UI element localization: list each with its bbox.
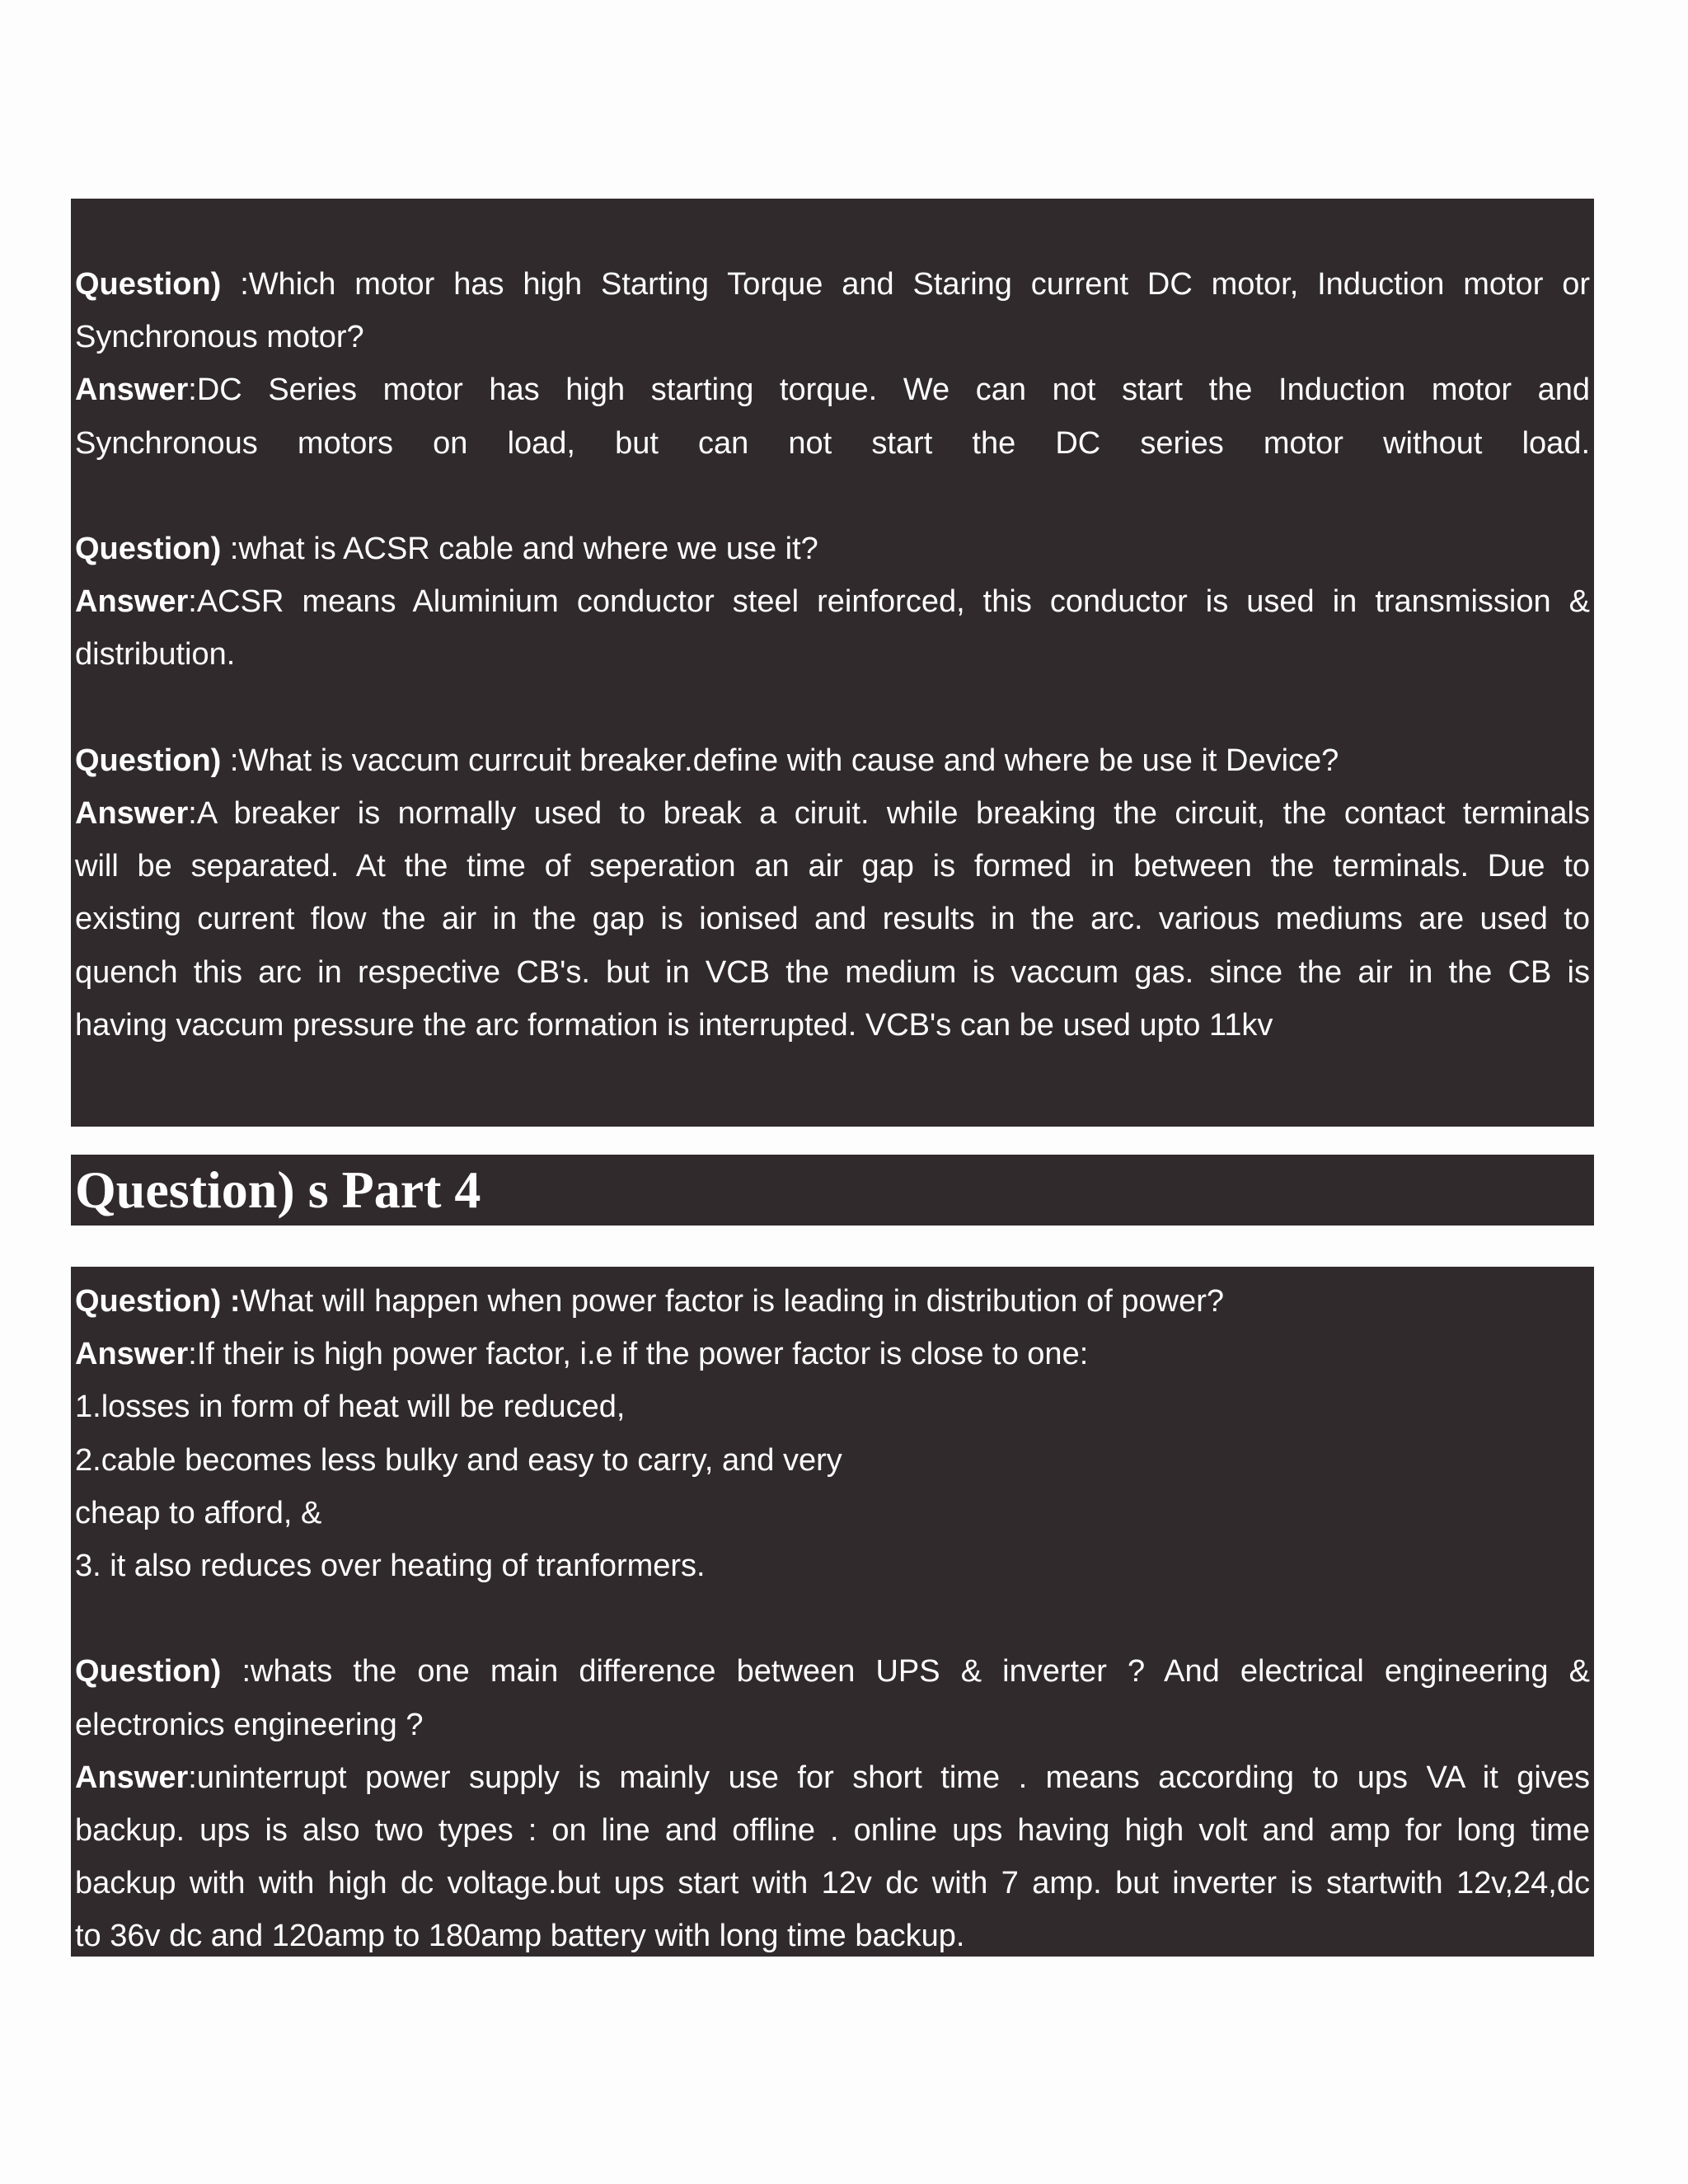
qa-panel-2 bbox=[71, 1267, 1594, 1957]
question-label: Question) bbox=[75, 267, 222, 302]
question-text: :What is vaccum currcuit breaker.define with cause and where be use it Device? bbox=[229, 743, 1339, 778]
answer-line: backup. ups is also two types : on line and offline . online ups having high volt and amp for long time bbox=[75, 1813, 1590, 1849]
question-label: Question) : bbox=[75, 1284, 241, 1319]
question-line bbox=[75, 258, 1590, 311]
spacer bbox=[75, 470, 1590, 523]
question-text: What will happen when power factor is leading in distribution of power? bbox=[240, 1284, 1224, 1319]
qa-text-block-2 bbox=[75, 1275, 1590, 1963]
question-line bbox=[75, 523, 1590, 575]
question-text: :what is ACSR cable and where we use it? bbox=[229, 532, 818, 566]
answer-line: 2.cable becomes less bulky and easy to carry, and very bbox=[75, 1442, 842, 1478]
answer-text: :uninterrupt power supply is mainly use for short time . means according to ups VA it gives bbox=[188, 1760, 1590, 1795]
question-label: Question) bbox=[75, 1654, 222, 1690]
answer-line: quench this arc in respective CB's. but in VCB the medium is vaccum gas. since the air in the CB is bbox=[75, 954, 1590, 990]
answer-text: :A breaker is normally used to break a ciruit. while breaking the circuit, the contact terminals bbox=[188, 796, 1590, 831]
question-line bbox=[75, 734, 1590, 787]
question-line bbox=[75, 1275, 1590, 1328]
answer-line: having vaccum pressure the arc formation is interrupted. VCB's can be used upto 11kv bbox=[75, 1007, 1273, 1043]
question-text: :Which motor has high Starting Torque and Staring current DC motor, Induction motor or bbox=[240, 267, 1590, 302]
answer-line: cheap to afford, & bbox=[75, 1495, 322, 1530]
answer-label: Answer bbox=[75, 1337, 189, 1372]
answer-text: :DC Series motor has high starting torque. We can not start the Induction motor and bbox=[188, 373, 1590, 408]
question-line: electronics engineering ? bbox=[75, 1707, 424, 1742]
answer-line: existing current flow the air in the gap is ionised and results in the arc. various mediums are used to bbox=[75, 902, 1590, 937]
answer-line: Synchronous motors on load, but can not start the DC series motor without load. bbox=[75, 425, 1590, 461]
answer-line bbox=[75, 1751, 1590, 1804]
answer-line: will be separated. At the time of seperation an air gap is formed in between the terminals. Due to bbox=[75, 849, 1590, 884]
spacer bbox=[75, 1592, 1590, 1645]
question-line bbox=[75, 1645, 1590, 1698]
answer-line: distribution. bbox=[75, 637, 236, 673]
answer-label: Answer bbox=[75, 796, 189, 831]
answer-label: Answer bbox=[75, 584, 189, 620]
answer-line bbox=[75, 1328, 1590, 1380]
answer-line: backup with with high dc voltage.but ups start with 12v dc with 7 amp. but inverter is startwith 12v,24,dc bbox=[75, 1866, 1590, 1901]
question-line: Synchronous motor? bbox=[75, 320, 364, 355]
answer-line bbox=[75, 787, 1590, 840]
answer-line bbox=[75, 575, 1590, 628]
answer-text: :ACSR means Aluminium conductor steel reinforced, this conductor is used in transmission & bbox=[188, 584, 1590, 620]
answer-label: Answer bbox=[75, 373, 189, 408]
question-label: Question) bbox=[75, 532, 222, 566]
section-title-bar bbox=[71, 1155, 1594, 1226]
qa-panel-1 bbox=[71, 199, 1594, 1127]
question-text: :whats the one main difference between UPS & inverter ? And electrical engineering & bbox=[241, 1654, 1591, 1690]
answer-line: 1.losses in form of heat will be reduced, bbox=[75, 1390, 626, 1425]
answer-label: Answer bbox=[75, 1760, 189, 1795]
answer-line: to 36v dc and 120amp to 180amp battery with long time backup. bbox=[75, 1919, 965, 1954]
spacer bbox=[75, 682, 1590, 734]
section-title: Question) s Part 4 bbox=[75, 1160, 481, 1219]
qa-text-block-1 bbox=[75, 258, 1590, 1052]
answer-line bbox=[75, 363, 1590, 416]
answer-text: :If their is high power factor, i.e if the power factor is close to one: bbox=[188, 1337, 1089, 1372]
question-label: Question) bbox=[75, 743, 222, 778]
answer-line: 3. it also reduces over heating of tranformers. bbox=[75, 1549, 706, 1584]
